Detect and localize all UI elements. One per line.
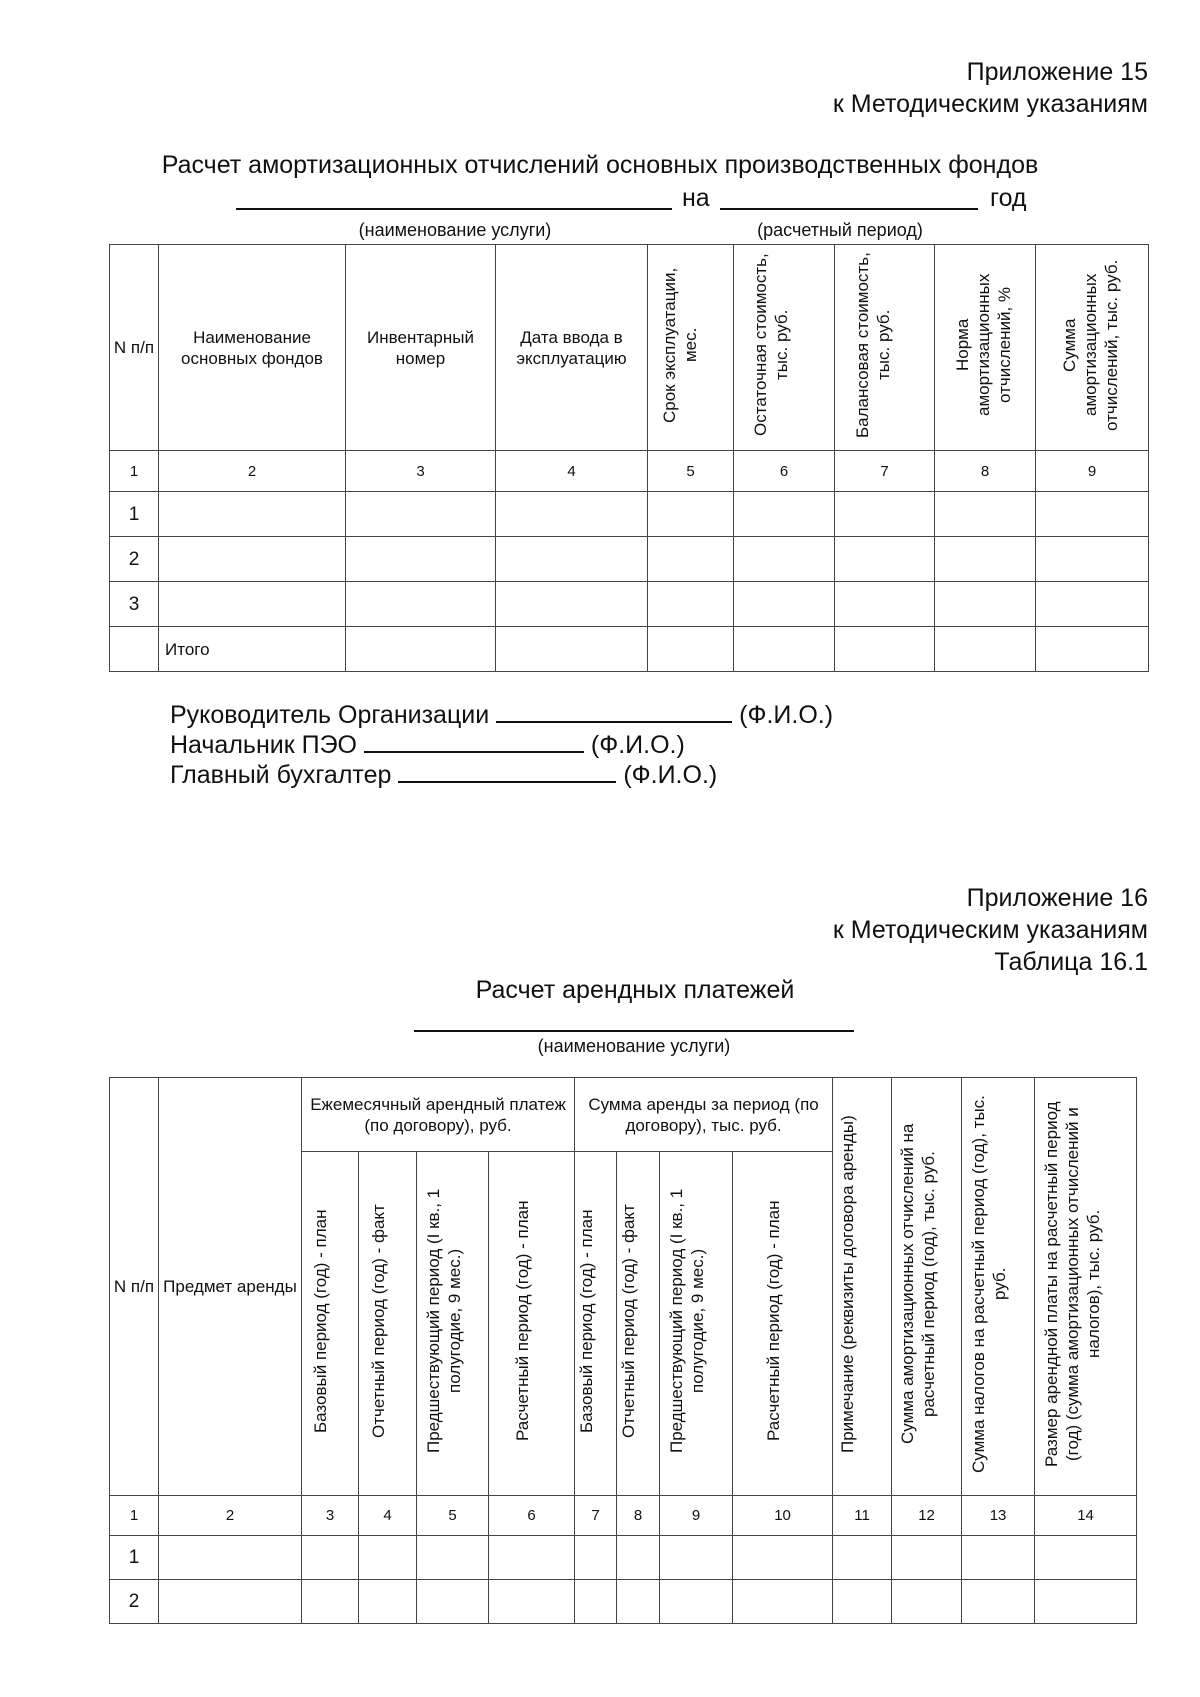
cell[interactable] bbox=[1035, 1536, 1137, 1580]
service-caption: (наименование услуги) bbox=[358, 220, 552, 240]
cell[interactable] bbox=[648, 627, 734, 672]
cell[interactable] bbox=[346, 627, 496, 672]
col-header-sum: Сумма амортизационных отчислений, тыс. руб. bbox=[1060, 259, 1121, 431]
column-number-row bbox=[110, 451, 1149, 492]
cell[interactable] bbox=[359, 1580, 417, 1624]
cell[interactable] bbox=[496, 537, 648, 582]
appendix16-header bbox=[833, 882, 1148, 978]
cell[interactable] bbox=[1036, 627, 1149, 672]
cell[interactable] bbox=[302, 1580, 359, 1624]
appendix15-header bbox=[833, 56, 1148, 120]
sub-header-prev: Предшествующий период (I кв., 1 полугодие, 9 мес.) bbox=[667, 1188, 708, 1454]
cell[interactable] bbox=[496, 492, 648, 537]
cell[interactable] bbox=[733, 1536, 833, 1580]
col-header-taxes: Сумма налогов на расчетный период (год), тыс. руб. bbox=[969, 1095, 1010, 1473]
cell[interactable] bbox=[496, 582, 648, 627]
appendix15-title: Расчет амортизационных отчислений основных производственных фондов bbox=[161, 151, 1039, 179]
col-number: 14 bbox=[1035, 1496, 1137, 1536]
cell[interactable] bbox=[892, 1580, 962, 1624]
cell[interactable] bbox=[346, 582, 496, 627]
cell[interactable] bbox=[1036, 582, 1149, 627]
cell[interactable] bbox=[835, 537, 935, 582]
cell[interactable] bbox=[359, 1536, 417, 1580]
table-row bbox=[110, 1580, 1137, 1624]
cell[interactable] bbox=[346, 492, 496, 537]
signature-peo bbox=[170, 729, 685, 761]
signature-head-blank[interactable] bbox=[496, 699, 732, 723]
col-number: 3 bbox=[346, 451, 496, 492]
col-header-n: N п/п bbox=[110, 245, 159, 451]
table-row bbox=[110, 537, 1149, 582]
sub-header-report: Отчетный период (год) - факт bbox=[619, 1204, 639, 1438]
col-header-note: Примечание (реквизиты договора аренды) bbox=[838, 1115, 858, 1453]
signature-accountant-fio: (Ф.И.О.) bbox=[623, 761, 718, 789]
table-row bbox=[110, 492, 1149, 537]
cell[interactable] bbox=[1036, 537, 1149, 582]
signature-accountant-label: Главный бухгалтер bbox=[170, 761, 392, 789]
cell[interactable] bbox=[935, 582, 1036, 627]
cell[interactable] bbox=[935, 537, 1036, 582]
col-header-inventory: Инвентарный номер bbox=[346, 245, 496, 451]
signature-head-label: Руководитель Организации bbox=[170, 701, 490, 729]
col-number: 1 bbox=[110, 451, 159, 492]
cell[interactable] bbox=[159, 582, 346, 627]
signature-head-fio: (Ф.И.О.) bbox=[739, 701, 834, 729]
cell[interactable] bbox=[835, 627, 935, 672]
col-number: 4 bbox=[496, 451, 648, 492]
cell[interactable] bbox=[648, 537, 734, 582]
col-number: 2 bbox=[159, 1496, 302, 1536]
col-header-residual: Остаточная стоимость, тыс. руб. bbox=[751, 253, 791, 437]
sub-header-base: Базовый период (год) - план bbox=[311, 1209, 330, 1433]
cell[interactable] bbox=[159, 537, 346, 582]
cell[interactable] bbox=[648, 492, 734, 537]
sub-header-prev: Предшествующий период (I кв., 1 полугодие, 9 мес.) bbox=[423, 1188, 464, 1454]
cell[interactable] bbox=[835, 582, 935, 627]
group-header-sum: Сумма аренды за период (по договору), тыс. руб. bbox=[575, 1078, 833, 1152]
column-number-row bbox=[110, 1496, 1137, 1536]
rent-table bbox=[109, 1077, 1137, 1624]
col-number: 3 bbox=[302, 1496, 359, 1536]
cell[interactable] bbox=[648, 582, 734, 627]
rent-table-header-top bbox=[110, 1078, 1137, 1152]
total-label: Итого bbox=[159, 627, 346, 672]
cell[interactable] bbox=[734, 582, 835, 627]
signature-peo-label: Начальник ПЭО bbox=[170, 731, 357, 759]
cell bbox=[110, 627, 159, 672]
signature-peo-fio: (Ф.И.О.) bbox=[590, 731, 685, 759]
col-number: 1 bbox=[110, 1496, 159, 1536]
cell[interactable] bbox=[496, 627, 648, 672]
cell[interactable] bbox=[617, 1536, 660, 1580]
col-number: 11 bbox=[833, 1496, 892, 1536]
cell[interactable] bbox=[617, 1580, 660, 1624]
cell[interactable] bbox=[892, 1536, 962, 1580]
cell[interactable] bbox=[660, 1580, 733, 1624]
sub-header-base: Базовый период (год) - план bbox=[576, 1209, 596, 1433]
appendix15-header-line2: к Методическим указаниям bbox=[832, 90, 1148, 118]
col-number: 12 bbox=[892, 1496, 962, 1536]
col-header-subject: Предмет аренды bbox=[159, 1078, 302, 1496]
col-number: 7 bbox=[835, 451, 935, 492]
cell[interactable] bbox=[489, 1536, 575, 1580]
appendix15-header-line1: Приложение 15 bbox=[966, 58, 1148, 86]
col-number: 6 bbox=[734, 451, 835, 492]
cell[interactable] bbox=[733, 1580, 833, 1624]
signature-accountant-blank[interactable] bbox=[398, 759, 616, 783]
row-number: 2 bbox=[110, 1580, 159, 1624]
appendix16-header-line3: Таблица 16.1 bbox=[994, 948, 1148, 976]
amortization-table bbox=[109, 244, 1149, 672]
sub-header-calc: Расчетный период (год) - план bbox=[512, 1200, 532, 1442]
col-header-rate: Норма амортизационных отчислений, % bbox=[953, 273, 1014, 417]
appendix16-header-line1: Приложение 16 bbox=[966, 884, 1148, 912]
col-number: 2 bbox=[159, 451, 346, 492]
cell[interactable] bbox=[159, 1536, 302, 1580]
row-number: 1 bbox=[110, 1536, 159, 1580]
cell[interactable] bbox=[734, 537, 835, 582]
row-number: 1 bbox=[110, 492, 159, 537]
sub-header-calc: Расчетный период (год) - план bbox=[763, 1200, 783, 1442]
col-header-amort: Сумма амортизационных отчислений на расчетный период (год), тыс. руб. bbox=[897, 1123, 938, 1445]
cell[interactable] bbox=[346, 537, 496, 582]
col-number: 6 bbox=[489, 1496, 575, 1536]
cell[interactable] bbox=[159, 492, 346, 537]
cell[interactable] bbox=[302, 1536, 359, 1580]
cell[interactable] bbox=[935, 627, 1036, 672]
signature-head bbox=[170, 699, 833, 731]
period-caption: (расчетный период) bbox=[757, 220, 923, 240]
col-number: 7 bbox=[575, 1496, 617, 1536]
service-caption-16: (наименование услуги) bbox=[537, 1036, 731, 1056]
col-header-total: Размер арендной платы на расчетный период (год) (сумма амортизационных отчислений и налогов), тыс. руб. bbox=[1041, 1101, 1103, 1467]
col-number: 9 bbox=[1036, 451, 1149, 492]
col-number: 8 bbox=[617, 1496, 660, 1536]
cell[interactable] bbox=[660, 1536, 733, 1580]
cell[interactable] bbox=[734, 492, 835, 537]
total-row bbox=[110, 627, 1149, 672]
col-number: 5 bbox=[417, 1496, 489, 1536]
cell[interactable] bbox=[962, 1536, 1035, 1580]
cell[interactable] bbox=[833, 1580, 892, 1624]
cell[interactable] bbox=[962, 1580, 1035, 1624]
service-name-blank-16 bbox=[414, 1030, 854, 1032]
cell[interactable] bbox=[835, 492, 935, 537]
col-number: 10 bbox=[733, 1496, 833, 1536]
row-number: 3 bbox=[110, 582, 159, 627]
cell[interactable] bbox=[417, 1580, 489, 1624]
col-number: 4 bbox=[359, 1496, 417, 1536]
cell[interactable] bbox=[734, 627, 835, 672]
signature-peo-blank[interactable] bbox=[364, 729, 584, 753]
cell[interactable] bbox=[159, 1580, 302, 1624]
amortization-table-header bbox=[110, 245, 1149, 451]
cell[interactable] bbox=[417, 1536, 489, 1580]
group-header-monthly: Ежемесячный арендный платеж (по договору), руб. bbox=[302, 1078, 575, 1152]
cell[interactable] bbox=[575, 1580, 617, 1624]
period-blank bbox=[720, 208, 978, 210]
row-number: 2 bbox=[110, 537, 159, 582]
col-number: 5 bbox=[648, 451, 734, 492]
col-header-term: Срок эксплуатации, мес. bbox=[659, 267, 700, 423]
appendix16-header-line2: к Методическим указаниям bbox=[832, 916, 1148, 944]
sub-header-report: Отчетный период (год) - факт bbox=[368, 1204, 388, 1438]
table-row bbox=[110, 582, 1149, 627]
table-row bbox=[110, 1536, 1137, 1580]
col-header-balance: Балансовая стоимость, тыс. руб. bbox=[852, 252, 893, 438]
col-number: 9 bbox=[660, 1496, 733, 1536]
cell[interactable] bbox=[575, 1536, 617, 1580]
col-number: 13 bbox=[962, 1496, 1035, 1536]
cell[interactable] bbox=[935, 492, 1036, 537]
col-number: 8 bbox=[935, 451, 1036, 492]
cell[interactable] bbox=[489, 1580, 575, 1624]
signature-accountant bbox=[170, 759, 717, 791]
appendix16-title: Расчет арендных платежей bbox=[475, 976, 795, 1004]
cell[interactable] bbox=[1035, 1580, 1137, 1624]
cell[interactable] bbox=[833, 1536, 892, 1580]
year-word: год bbox=[990, 184, 1027, 212]
col-header-date: Дата ввода в эксплуатацию bbox=[496, 245, 648, 451]
col-header-n: N п/п bbox=[110, 1078, 159, 1496]
on-word: на bbox=[682, 184, 710, 212]
service-name-blank bbox=[236, 208, 672, 210]
col-header-name: Наименование основных фондов bbox=[159, 245, 346, 451]
cell[interactable] bbox=[1036, 492, 1149, 537]
